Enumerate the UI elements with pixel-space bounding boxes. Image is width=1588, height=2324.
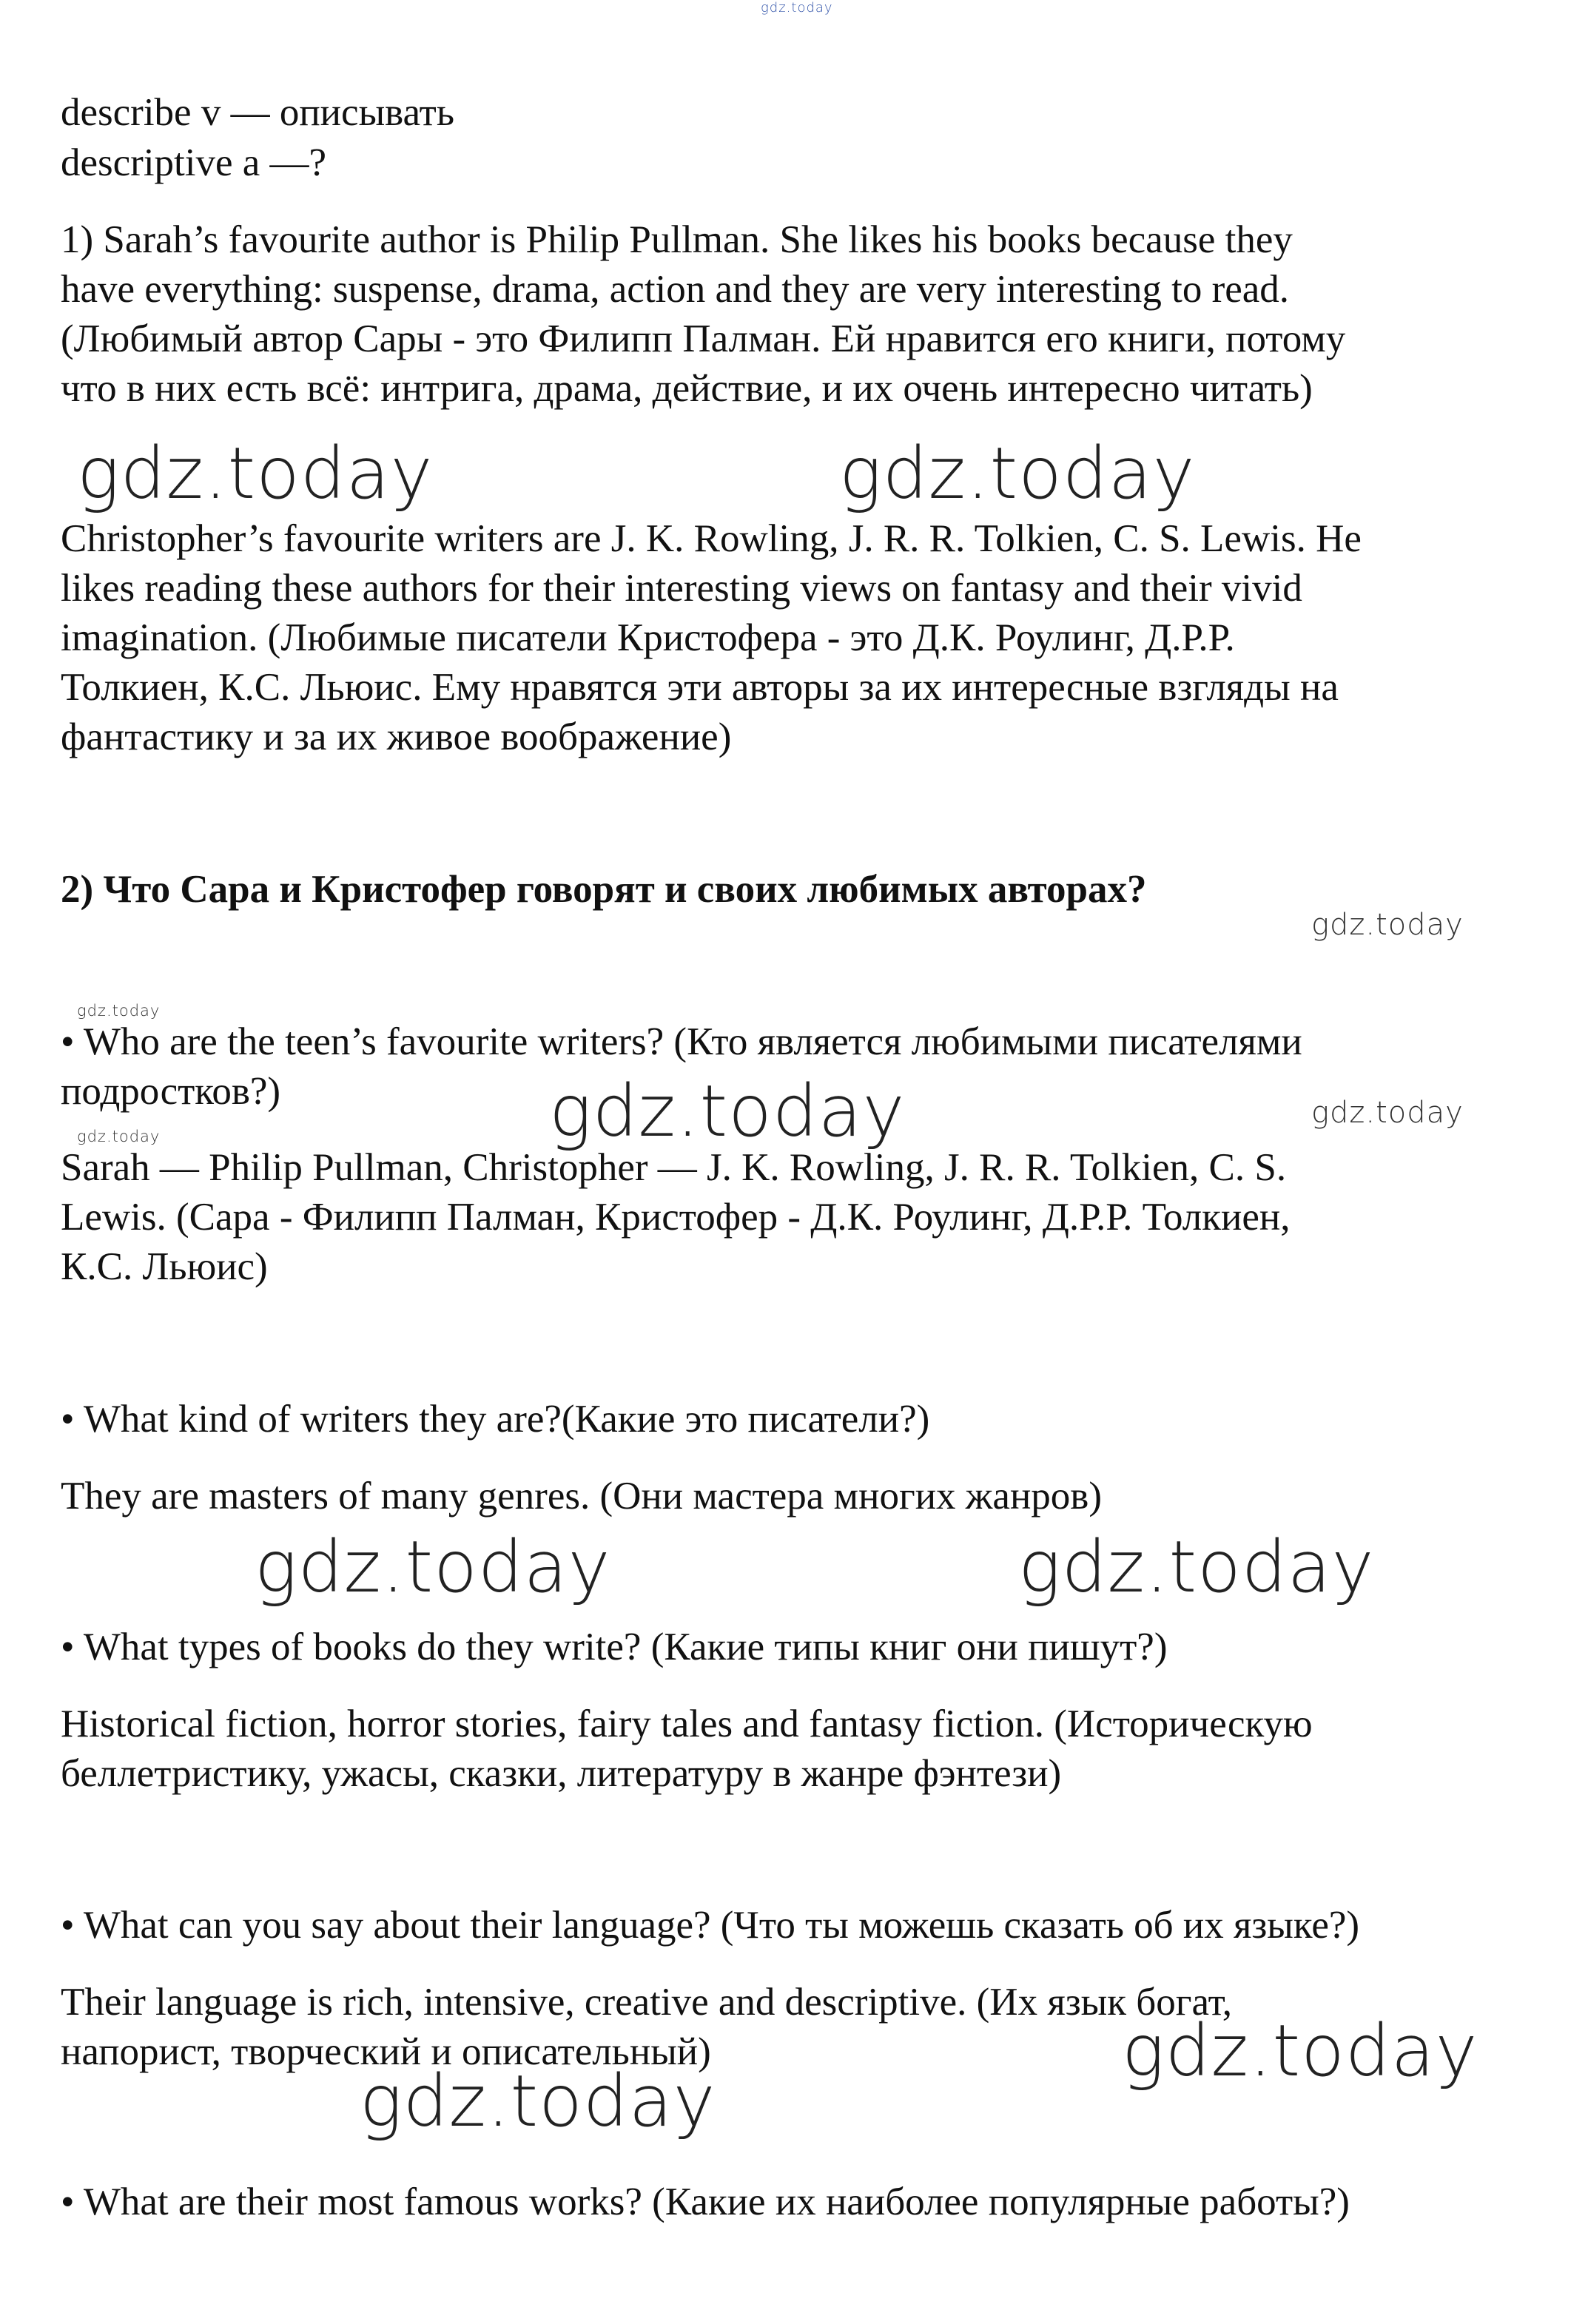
watermark-big-6: gdz.today	[1122, 2010, 1478, 2092]
vocab-line-1: describe v — описывать	[61, 91, 454, 134]
sarah-line-1: 1) Sarah’s favourite author is Philip Pullman. She likes his books because they	[61, 218, 1293, 261]
watermark-small-2: gdz.today	[77, 1128, 161, 1145]
question2-heading: 2) Что Сара и Кристофер говорят и своих любимых авторах?	[61, 868, 1147, 911]
christopher-line-2: likes reading these authors for their interesting views on fantasy and their vivid	[61, 567, 1302, 610]
watermark-big-1: gdz.today	[77, 432, 434, 515]
a3-line-1: Historical fiction, horror stories, fairy tales and fantasy fiction. (Историческую	[61, 1702, 1313, 1745]
christopher-line-5: фантастику и за их живое воображение)	[61, 715, 732, 758]
watermark-top: gdz.today	[761, 0, 833, 16]
q5-line: • What are their most famous works? (Какие их наиболее популярные работы?)	[61, 2180, 1350, 2223]
a1-line-1: Sarah — Philip Pullman, Christopher — J. K. Rowling, J. R. R. Tolkien, C. S.	[61, 1146, 1287, 1189]
q1-line-1: • Who are the teen’s favourite writers? (Кто является любимыми писателями	[61, 1020, 1302, 1063]
watermark-big-4: gdz.today	[255, 1526, 611, 1609]
christopher-line-1: Christopher’s favourite writers are J. K. Rowling, J. R. R. Tolkien, C. S. Lewis. He	[61, 517, 1362, 560]
watermark-small-1: gdz.today	[77, 1002, 161, 1020]
a4-line-1: Their language is rich, intensive, creative and descriptive. (Их язык богат,	[61, 1981, 1233, 2024]
a4-line-2: напорист, творческий и описательный)	[61, 2030, 711, 2073]
a1-line-3: К.С. Льюис)	[61, 1245, 268, 1288]
vocab-line-2: descriptive a —?	[61, 141, 327, 184]
sarah-line-2: have everything: suspense, drama, action and they are very interesting to read.	[61, 268, 1290, 311]
a2-line: They are masters of many genres. (Они мастера многих жанров)	[61, 1475, 1102, 1518]
sarah-line-3: (Любимый автор Сары - это Филипп Палман. Ей нравится его книги, потому	[61, 317, 1346, 360]
watermark-big-2: gdz.today	[839, 432, 1196, 515]
q4-line: • What can you say about their language? (Что ты можешь сказать об их языке?)	[61, 1904, 1360, 1947]
sarah-line-4: что в них есть всё: интрига, драма, действие, и их очень интересно читать)	[61, 367, 1313, 410]
christopher-line-3: imagination. (Любимые писатели Кристофера - это Д.К. Роулинг, Д.Р.Р.	[61, 616, 1235, 659]
a3-line-2: беллетристику, ужасы, сказки, литературу в жанре фэнтези)	[61, 1752, 1062, 1795]
christopher-line-4: Толкиен, К.С. Льюис. Ему нравятся эти авторы за их интересные взгляды на	[61, 666, 1339, 709]
watermark-mid-1: gdz.today	[1311, 908, 1464, 942]
watermark-big-3: gdz.today	[549, 1070, 906, 1153]
q2-line: • What kind of writers they are?(Какие это писатели?)	[61, 1398, 930, 1441]
watermark-big-5: gdz.today	[1018, 1526, 1375, 1609]
watermark-mid-2: gdz.today	[1311, 1096, 1464, 1130]
q3-line: • What types of books do they write? (Какие типы книг они пишут?)	[61, 1626, 1168, 1668]
q1-line-2: подростков?)	[61, 1070, 281, 1113]
a1-line-2: Lewis. (Сара - Филипп Палман, Кристофер - Д.К. Роулинг, Д.Р.Р. Толкиен,	[61, 1196, 1291, 1239]
watermark-big-7: gdz.today	[360, 2060, 716, 2143]
